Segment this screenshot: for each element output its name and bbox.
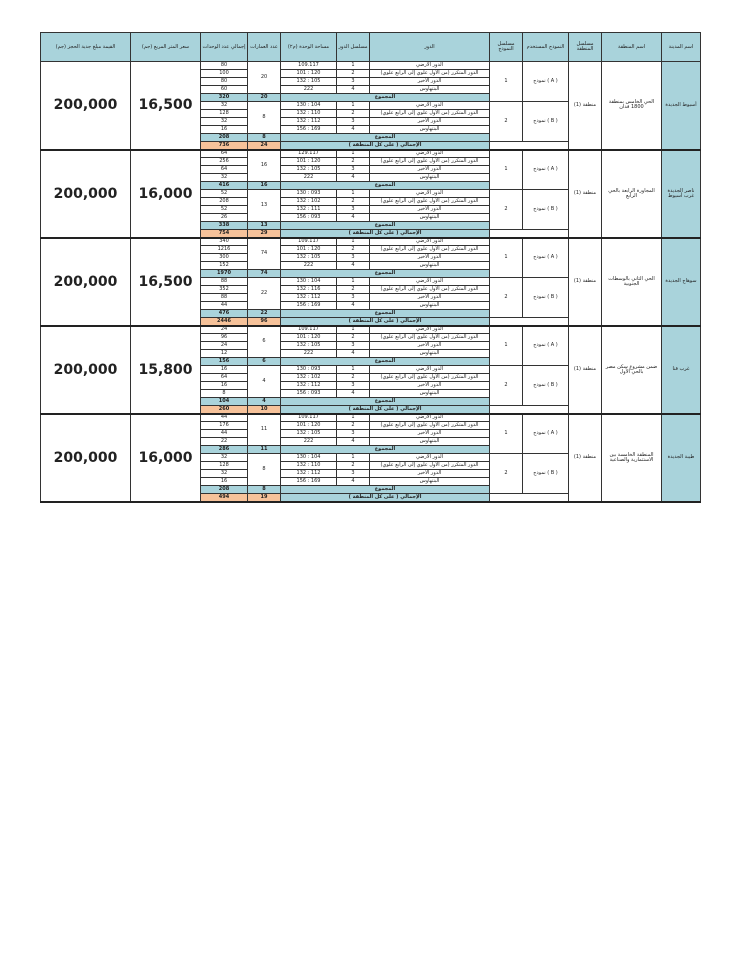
subtotal-buildings: 6	[248, 358, 281, 366]
floor-number: 4	[337, 174, 370, 182]
buildings-count: 16	[248, 150, 281, 182]
subtotal-buildings: 74	[248, 270, 281, 278]
unit-area: 101 : 120	[281, 334, 337, 342]
floor-number: 1	[337, 366, 370, 374]
unit-area: 222	[281, 350, 337, 358]
unit-area: 132 : 112	[281, 118, 337, 126]
region-number: منطقة (1)	[569, 62, 602, 150]
unit-area: 222	[281, 174, 337, 182]
units-count: 44	[201, 414, 248, 422]
subtotal-label: المجموع	[281, 398, 490, 406]
floor-name: البنتهاوس	[370, 126, 490, 134]
unit-area: 222	[281, 262, 337, 270]
unit-area: 130 : 104	[281, 278, 337, 286]
units-count: 80	[201, 62, 248, 70]
floor-number: 1	[337, 238, 370, 246]
floor-name: الدور الأخير	[370, 382, 490, 390]
unit-area: 132 : 116	[281, 286, 337, 294]
reserve-amount: 200,000	[41, 238, 131, 326]
floor-name: البنتهاوس	[370, 86, 490, 94]
unit-area: 132 : 105	[281, 254, 337, 262]
model-name: نموذج ( B )	[523, 102, 569, 142]
units-count: 22	[201, 438, 248, 446]
floor-name: البنتهاوس	[370, 350, 490, 358]
unit-area: 156 : 169	[281, 126, 337, 134]
reserve-amount: 200,000	[41, 62, 131, 150]
subtotal-buildings: 22	[248, 310, 281, 318]
model-number: 1	[490, 326, 523, 366]
floor-name: الدور الأرضي	[370, 326, 490, 334]
floor-number: 2	[337, 286, 370, 294]
units-pricing-sheet	[40, 32, 700, 925]
grand-total-units: 754	[201, 230, 248, 238]
floor-number: 2	[337, 110, 370, 118]
model-number: 2	[490, 102, 523, 142]
units-count: 32	[201, 118, 248, 126]
subtotal-units: 338	[201, 222, 248, 230]
subtotal-label: المجموع	[281, 134, 490, 142]
model-name: نموذج ( A )	[523, 150, 569, 190]
header-floor-no: مسلسل الدور	[337, 33, 370, 62]
table-row	[41, 238, 701, 246]
floor-name: الدور المتكرر (من الأول علوي إلى الرابع علوي)	[370, 158, 490, 166]
units-count: 16	[201, 478, 248, 486]
grand-total-buildings: 29	[248, 230, 281, 238]
units-count: 60	[201, 86, 248, 94]
model-number: 2	[490, 278, 523, 318]
floor-number: 3	[337, 166, 370, 174]
header-model: النموذج المستخدم	[523, 33, 569, 62]
unit-area: 132 : 105	[281, 430, 337, 438]
city-name: ناصر الجديدة غرب أسيوط	[662, 150, 701, 238]
floor-name: الدور الأخير	[370, 118, 490, 126]
units-count: 88	[201, 278, 248, 286]
subtotal-label: المجموع	[281, 94, 490, 102]
subtotal-buildings: 11	[248, 446, 281, 454]
subtotal-label: المجموع	[281, 270, 490, 278]
unit-area: 101 : 120	[281, 246, 337, 254]
floor-name: الدور الأخير	[370, 206, 490, 214]
subtotal-label: المجموع	[281, 222, 490, 230]
grand-total-units: 494	[201, 494, 248, 502]
floor-number: 1	[337, 454, 370, 462]
floor-number: 3	[337, 118, 370, 126]
floor-number: 2	[337, 422, 370, 430]
price-per-meter: 16,500	[131, 62, 201, 150]
table-row	[41, 150, 701, 158]
header-area: مساحة الوحدة (م٢)	[281, 33, 337, 62]
grand-total-label: الإجمالي ( على كل المنطقة )	[281, 406, 490, 414]
table-row	[41, 326, 701, 334]
city-name: طيبة الجديدة	[662, 414, 701, 502]
units-count: 100	[201, 70, 248, 78]
floor-name: البنتهاوس	[370, 302, 490, 310]
units-count: 32	[201, 454, 248, 462]
buildings-count: 22	[248, 278, 281, 310]
floor-number: 2	[337, 70, 370, 78]
grand-total-label: الإجمالي ( على كل المنطقة )	[281, 494, 490, 502]
floor-name: الدور المتكرر (من الأول علوي إلى الرابع علوي)	[370, 334, 490, 342]
floor-name: الدور المتكرر (من الأول علوي إلى الرابع علوي)	[370, 246, 490, 254]
grand-total-label: الإجمالي ( على كل المنطقة )	[281, 230, 490, 238]
subtotal-label: المجموع	[281, 310, 490, 318]
units-count: 16	[201, 382, 248, 390]
floor-name: الدور الأخير	[370, 342, 490, 350]
header-floor: الدور	[370, 33, 490, 62]
subtotal-units: 416	[201, 182, 248, 190]
model-number: 1	[490, 62, 523, 102]
model-number: 1	[490, 150, 523, 190]
floor-name: الدور الأرضي	[370, 414, 490, 422]
subtotal-units: 208	[201, 486, 248, 494]
units-count: 52	[201, 190, 248, 198]
grand-total-buildings: 10	[248, 406, 281, 414]
floor-name: البنتهاوس	[370, 214, 490, 222]
floor-number: 1	[337, 102, 370, 110]
unit-area: 132 : 105	[281, 78, 337, 86]
units-count: 1216	[201, 246, 248, 254]
units-count: 64	[201, 166, 248, 174]
region-number: منطقة (1)	[569, 238, 602, 326]
floor-number: 2	[337, 334, 370, 342]
reserve-amount: 200,000	[41, 150, 131, 238]
price-per-meter: 16,500	[131, 238, 201, 326]
units-count: 80	[201, 78, 248, 86]
grand-total-label: الإجمالي ( على كل المنطقة )	[281, 142, 490, 150]
floor-number: 4	[337, 478, 370, 486]
floor-number: 3	[337, 78, 370, 86]
unit-area: 132 : 102	[281, 374, 337, 382]
floor-number: 4	[337, 438, 370, 446]
unit-area: 101 : 120	[281, 158, 337, 166]
model-number: 1	[490, 238, 523, 278]
floor-number: 3	[337, 206, 370, 214]
price-per-meter: 15,800	[131, 326, 201, 414]
grand-total-buildings: 24	[248, 142, 281, 150]
floor-name: الدور الأرضي	[370, 190, 490, 198]
unit-area: 132 : 105	[281, 342, 337, 350]
units-count: 352	[201, 286, 248, 294]
subtotal-buildings: 4	[248, 398, 281, 406]
floor-number: 3	[337, 382, 370, 390]
model-name: نموذج ( A )	[523, 326, 569, 366]
floor-name: الدور الأرضي	[370, 366, 490, 374]
unit-area: 101 : 120	[281, 70, 337, 78]
buildings-count: 6	[248, 326, 281, 358]
subtotal-units: 156	[201, 358, 248, 366]
unit-area: 132 : 111	[281, 206, 337, 214]
floor-number: 2	[337, 374, 370, 382]
unit-area: 132 : 105	[281, 166, 337, 174]
unit-area: 130 : 093	[281, 190, 337, 198]
grand-total-buildings: 96	[248, 318, 281, 326]
unit-area: 132 : 102	[281, 198, 337, 206]
units-count: 152	[201, 262, 248, 270]
floor-name: الدور الأخير	[370, 78, 490, 86]
subtotal-buildings: 8	[248, 486, 281, 494]
subtotal-buildings: 16	[248, 182, 281, 190]
subtotal-buildings: 13	[248, 222, 281, 230]
units-count: 52	[201, 206, 248, 214]
buildings-count: 4	[248, 366, 281, 398]
city-name: أسيوط الجديدة	[662, 62, 701, 150]
unit-area: 129.117	[281, 150, 337, 158]
subtotal-units: 320	[201, 94, 248, 102]
floor-name: الدور الأرضي	[370, 102, 490, 110]
header-buildings: عدد العمارات	[248, 33, 281, 62]
floor-name: الدور المتكرر (من الأول علوي إلى الرابع علوي)	[370, 374, 490, 382]
floor-number: 2	[337, 158, 370, 166]
floor-name: الدور المتكرر (من الأول علوي إلى الرابع علوي)	[370, 286, 490, 294]
city-name: سوهاج الجديدة	[662, 238, 701, 326]
floor-name: البنتهاوس	[370, 262, 490, 270]
unit-area: 132 : 110	[281, 110, 337, 118]
floor-name: البنتهاوس	[370, 174, 490, 182]
units-count: 32	[201, 470, 248, 478]
units-count: 24	[201, 326, 248, 334]
floor-number: 3	[337, 254, 370, 262]
grand-total-buildings: 19	[248, 494, 281, 502]
units-count: 44	[201, 430, 248, 438]
unit-area: 156 : 093	[281, 390, 337, 398]
header-model-no: مسلسل النموذج	[490, 33, 523, 62]
floor-number: 2	[337, 462, 370, 470]
model-name: نموذج ( B )	[523, 366, 569, 406]
price-per-meter: 16,000	[131, 414, 201, 502]
region-name: المنطقة الخامسة بين الاستثمارية والصناعية	[602, 414, 662, 502]
units-count: 24	[201, 342, 248, 350]
header-reserve: القيمة مبلغ جدية الحجز (جم)	[41, 33, 131, 62]
floor-number: 1	[337, 326, 370, 334]
buildings-count: 13	[248, 190, 281, 222]
units-count: 96	[201, 334, 248, 342]
table-row	[41, 62, 701, 70]
units-table	[40, 32, 701, 503]
header-city: اسم المدينة	[662, 33, 701, 62]
units-count: 32	[201, 174, 248, 182]
floor-name: البنتهاوس	[370, 438, 490, 446]
floor-name: الدور الأخير	[370, 470, 490, 478]
model-number: 2	[490, 454, 523, 494]
subtotal-units: 476	[201, 310, 248, 318]
floor-number: 1	[337, 150, 370, 158]
model-name: نموذج ( A )	[523, 414, 569, 454]
unit-area: 130 : 104	[281, 102, 337, 110]
units-count: 128	[201, 110, 248, 118]
price-per-meter: 16,000	[131, 150, 201, 238]
floor-number: 3	[337, 470, 370, 478]
floor-name: الدور الأخير	[370, 430, 490, 438]
floor-number: 1	[337, 414, 370, 422]
buildings-count: 74	[248, 238, 281, 270]
floor-name: الدور الأخير	[370, 294, 490, 302]
subtotal-label: المجموع	[281, 182, 490, 190]
floor-number: 4	[337, 214, 370, 222]
region-name: ضمن مشروع سكن مصر بالحي الأول	[602, 326, 662, 414]
unit-area: 109.117	[281, 238, 337, 246]
units-count: 64	[201, 150, 248, 158]
buildings-count: 20	[248, 62, 281, 94]
floor-name: الدور المتكرر (من الأول علوي إلى الرابع علوي)	[370, 462, 490, 470]
floor-number: 3	[337, 430, 370, 438]
city-name: غرب قنا	[662, 326, 701, 414]
units-count: 340	[201, 238, 248, 246]
grand-total-units: 2446	[201, 318, 248, 326]
floor-number: 1	[337, 62, 370, 70]
grand-total-label: الإجمالي ( على كل المنطقة )	[281, 318, 490, 326]
units-count: 128	[201, 462, 248, 470]
unit-area: 101 : 120	[281, 422, 337, 430]
units-count: 208	[201, 198, 248, 206]
floor-name: الدور الأرضي	[370, 238, 490, 246]
region-name: الحي الخامس بمنطقة 1800 فدان	[602, 62, 662, 150]
buildings-count: 8	[248, 454, 281, 486]
unit-area: 109.117	[281, 414, 337, 422]
floor-number: 4	[337, 126, 370, 134]
units-count: 176	[201, 422, 248, 430]
region-number: منطقة (1)	[569, 414, 602, 502]
reserve-amount: 200,000	[41, 414, 131, 502]
unit-area: 156 : 169	[281, 478, 337, 486]
floor-name: الدور الأرضي	[370, 62, 490, 70]
floor-number: 4	[337, 390, 370, 398]
model-name: نموذج ( B )	[523, 190, 569, 230]
unit-area: 222	[281, 438, 337, 446]
units-count: 64	[201, 374, 248, 382]
subtotal-units: 286	[201, 446, 248, 454]
region-name: المجاورة الرابعة بالحي الرابع	[602, 150, 662, 238]
floor-number: 4	[337, 262, 370, 270]
table-row	[41, 414, 701, 422]
floor-number: 2	[337, 246, 370, 254]
unit-area: 130 : 093	[281, 366, 337, 374]
floor-number: 4	[337, 350, 370, 358]
floor-name: الدور المتكرر (من الأول علوي إلى الرابع علوي)	[370, 110, 490, 118]
unit-area: 132 : 112	[281, 382, 337, 390]
unit-area: 156 : 093	[281, 214, 337, 222]
units-count: 16	[201, 366, 248, 374]
grand-total-units: 260	[201, 406, 248, 414]
header-row	[41, 33, 701, 62]
region-number: منطقة (1)	[569, 150, 602, 238]
floor-name: الدور المتكرر (من الأول علوي إلى الرابع علوي)	[370, 198, 490, 206]
floor-name: الدور الأرضي	[370, 278, 490, 286]
units-count: 88	[201, 294, 248, 302]
floor-name: البنتهاوس	[370, 478, 490, 486]
floor-name: الدور المتكرر (من الأول علوي إلى الرابع علوي)	[370, 70, 490, 78]
subtotal-units: 1970	[201, 270, 248, 278]
floor-number: 1	[337, 278, 370, 286]
floor-number: 4	[337, 302, 370, 310]
header-region: اسم المنطقة	[602, 33, 662, 62]
units-count: 12	[201, 350, 248, 358]
floor-number: 4	[337, 86, 370, 94]
units-count: 8	[201, 390, 248, 398]
floor-name: البنتهاوس	[370, 390, 490, 398]
buildings-count: 11	[248, 414, 281, 446]
subtotal-label: المجموع	[281, 486, 490, 494]
model-number: 2	[490, 366, 523, 406]
model-name: نموذج ( A )	[523, 238, 569, 278]
subtotal-buildings: 20	[248, 94, 281, 102]
subtotal-units: 208	[201, 134, 248, 142]
unit-area: 222	[281, 86, 337, 94]
subtotal-label: المجموع	[281, 446, 490, 454]
subtotal-buildings: 8	[248, 134, 281, 142]
subtotal-label: المجموع	[281, 358, 490, 366]
reserve-amount: 200,000	[41, 326, 131, 414]
subtotal-units: 104	[201, 398, 248, 406]
model-name: نموذج ( B )	[523, 278, 569, 318]
model-name: نموذج ( A )	[523, 62, 569, 102]
header-price: سعر المتر المربع (جم)	[131, 33, 201, 62]
region-number: منطقة (1)	[569, 326, 602, 414]
model-number: 2	[490, 190, 523, 230]
floor-name: الدور الأخير	[370, 254, 490, 262]
unit-area: 130 : 104	[281, 454, 337, 462]
floor-number: 3	[337, 294, 370, 302]
header-units-total: إجمالي عدد الوحدات	[201, 33, 248, 62]
floor-number: 1	[337, 190, 370, 198]
floor-name: الدور الأرضي	[370, 454, 490, 462]
units-count: 44	[201, 302, 248, 310]
units-count: 256	[201, 158, 248, 166]
unit-area: 156 : 169	[281, 302, 337, 310]
unit-area: 132 : 112	[281, 470, 337, 478]
region-name: الحي الثاني بالوسطات الجنوبية	[602, 238, 662, 326]
floor-name: الدور الأخير	[370, 166, 490, 174]
grand-total-units: 736	[201, 142, 248, 150]
model-number: 1	[490, 414, 523, 454]
unit-area: 132 : 112	[281, 294, 337, 302]
units-count: 32	[201, 102, 248, 110]
buildings-count: 8	[248, 102, 281, 134]
floor-name: الدور الأرضي	[370, 150, 490, 158]
unit-area: 109.117	[281, 62, 337, 70]
unit-area: 109.117	[281, 326, 337, 334]
floor-name: الدور المتكرر (من الأول علوي إلى الرابع علوي)	[370, 422, 490, 430]
floor-number: 2	[337, 198, 370, 206]
units-count: 16	[201, 126, 248, 134]
header-region-no: مسلسل المنطقة	[569, 33, 602, 62]
model-name: نموذج ( B )	[523, 454, 569, 494]
unit-area: 132 : 110	[281, 462, 337, 470]
units-count: 300	[201, 254, 248, 262]
floor-number: 3	[337, 342, 370, 350]
units-count: 26	[201, 214, 248, 222]
